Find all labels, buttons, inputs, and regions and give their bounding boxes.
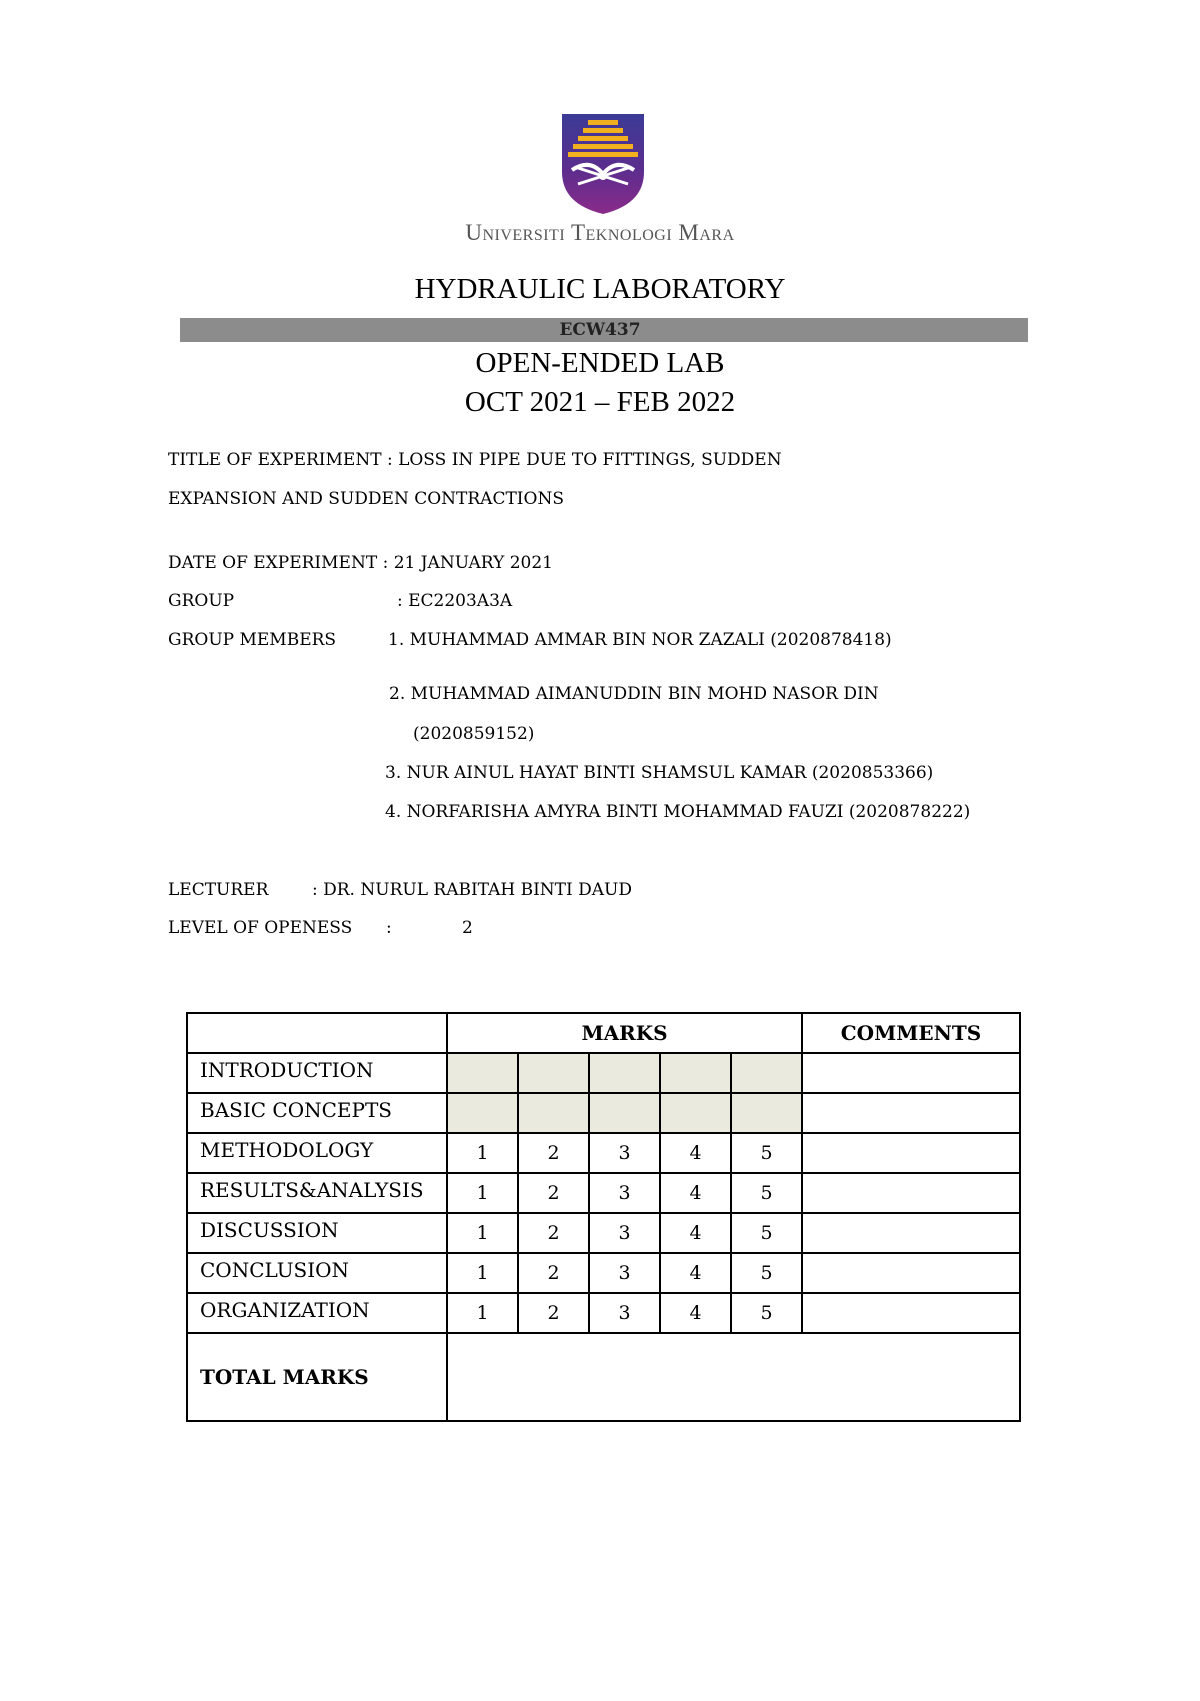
total-row (187, 1333, 1020, 1421)
shaded-cell (518, 1053, 589, 1093)
table-row (187, 1253, 1020, 1293)
score-cell: 4 (660, 1293, 731, 1333)
score-cell: 1 (447, 1213, 518, 1253)
openness-colon: : (386, 918, 392, 938)
shaded-cell (447, 1053, 518, 1093)
score-cell: 3 (589, 1173, 660, 1213)
score-cell: 4 (660, 1213, 731, 1253)
shaded-cell (731, 1053, 802, 1093)
comment-cell (802, 1293, 1020, 1333)
shaded-cell (589, 1093, 660, 1133)
lecturer-value: : DR. NURUL RABITAH BINTI DAUD (312, 880, 632, 900)
score-cell: 5 (731, 1133, 802, 1173)
course-code: ECW437 (559, 320, 641, 340)
score-cell: 2 (518, 1173, 589, 1213)
row-label-introduction: INTRODUCTION (187, 1053, 447, 1093)
table-row (187, 1293, 1020, 1333)
table-row (187, 1053, 1020, 1093)
table-row (187, 1093, 1020, 1133)
shaded-cell (660, 1093, 731, 1133)
member-2: 2. MUHAMMAD AIMANUDDIN BIN MOHD NASOR DIN (389, 684, 879, 704)
score-cell: 4 (660, 1253, 731, 1293)
comment-cell (802, 1093, 1020, 1133)
experiment-title-line1: TITLE OF EXPERIMENT : LOSS IN PIPE DUE TO FITTINGS, SUDDEN (168, 450, 782, 470)
score-cell: 4 (660, 1133, 731, 1173)
shaded-cell (660, 1053, 731, 1093)
group-members-label: GROUP MEMBERS (168, 630, 337, 650)
score-cell: 3 (589, 1253, 660, 1293)
table-row (187, 1213, 1020, 1253)
comments-header: COMMENTS (802, 1013, 1020, 1053)
group-value: : EC2203A3A (397, 591, 513, 611)
shaded-cell (589, 1053, 660, 1093)
university-name: Universiti Teknologi Mara (465, 220, 735, 245)
experiment-title-line2: EXPANSION AND SUDDEN CONTRACTIONS (168, 489, 564, 509)
score-cell: 1 (447, 1133, 518, 1173)
lab-type: OPEN-ENDED LAB (475, 347, 725, 379)
score-cell: 3 (589, 1293, 660, 1333)
header-empty-cell (187, 1013, 447, 1053)
member-1: 1. MUHAMMAD AMMAR BIN NOR ZAZALI (2020878418) (388, 630, 892, 650)
member-2-id: (2020859152) (413, 724, 535, 744)
score-cell: 3 (589, 1133, 660, 1173)
row-label-conclusion: CONCLUSION (187, 1253, 447, 1293)
comment-cell (802, 1253, 1020, 1293)
table-row (187, 1133, 1020, 1173)
score-cell: 1 (447, 1253, 518, 1293)
lecturer-label: LECTURER (168, 880, 269, 900)
session: OCT 2021 – FEB 2022 (464, 386, 736, 418)
member-3: 3. NUR AINUL HAYAT BINTI SHAMSUL KAMAR (2020853366) (385, 763, 934, 783)
comment-cell (802, 1213, 1020, 1253)
score-cell: 1 (447, 1173, 518, 1213)
row-label-results-analysis: RESULTS&ANALYSIS (187, 1173, 447, 1213)
shaded-cell (447, 1093, 518, 1133)
openness-value: 2 (462, 918, 473, 938)
score-cell: 2 (518, 1133, 589, 1173)
row-label-basic-concepts: BASIC CONCEPTS (187, 1093, 447, 1133)
score-cell: 5 (731, 1253, 802, 1293)
row-label-methodology: METHODOLOGY (187, 1133, 447, 1173)
group-label: GROUP (168, 591, 235, 611)
score-cell: 4 (660, 1173, 731, 1213)
row-label-discussion: DISCUSSION (187, 1213, 447, 1253)
shaded-cell (518, 1093, 589, 1133)
score-cell: 5 (731, 1293, 802, 1333)
comment-cell (802, 1053, 1020, 1093)
shaded-cell (731, 1093, 802, 1133)
score-cell: 2 (518, 1253, 589, 1293)
score-cell: 5 (731, 1213, 802, 1253)
score-cell: 3 (589, 1213, 660, 1253)
table-row (187, 1173, 1020, 1213)
table-header-row (187, 1013, 1020, 1053)
score-cell: 2 (518, 1293, 589, 1333)
experiment-date: DATE OF EXPERIMENT : 21 JANUARY 2021 (168, 553, 553, 573)
openness-label: LEVEL OF OPENESS (168, 918, 353, 938)
score-cell: 1 (447, 1293, 518, 1333)
lab-title: HYDRAULIC LABORATORY (414, 273, 786, 305)
marks-header: MARKS (447, 1013, 802, 1053)
total-marks-label: TOTAL MARKS (187, 1333, 447, 1421)
comment-cell (802, 1133, 1020, 1173)
row-label-organization: ORGANIZATION (187, 1293, 447, 1333)
comment-cell (802, 1173, 1020, 1213)
score-cell: 2 (518, 1213, 589, 1253)
total-marks-value (447, 1333, 1020, 1421)
member-4: 4. NORFARISHA AMYRA BINTI MOHAMMAD FAUZI (2020878222) (385, 802, 971, 822)
score-cell: 5 (731, 1173, 802, 1213)
uitm-logo (560, 112, 646, 216)
marks-table (186, 1012, 1021, 1422)
